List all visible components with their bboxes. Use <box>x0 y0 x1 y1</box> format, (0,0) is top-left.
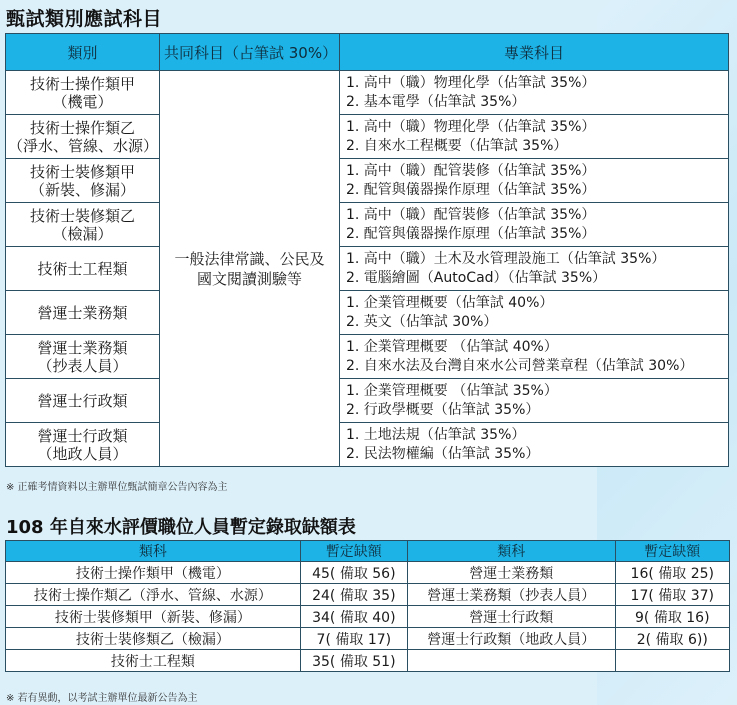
professional-subject-line: 1. 土地法規（佔筆試 35%） <box>346 426 526 443</box>
vacancy-left-cell: 35( 備取 51) <box>300 650 407 672</box>
vacancy-right-cell: 9( 備取 16) <box>615 606 729 628</box>
category-line: 營運士業務類 <box>37 303 128 322</box>
professional-subject-line: 2. 英文（佔筆試 30%） <box>346 313 498 330</box>
professional-subject-line: 2. 基本電學（佔筆試 35%） <box>346 93 526 110</box>
professional-subject-line: 2. 電腦繪圖（AutoCad）（佔筆試 35%） <box>346 269 607 286</box>
category-line: 技術士操作類乙 <box>29 118 135 137</box>
exam-subjects-note: ※ 正確考情資料以主辦單位甄試簡章公告內容為主 <box>6 482 228 493</box>
vacancy-table-title: 108 年自來水評價職位人員暫定錄取缺額表 <box>6 517 356 538</box>
professional-subjects-cell <box>340 71 729 115</box>
category-cell <box>6 291 160 335</box>
category-cell <box>6 423 160 467</box>
category-left-cell: 技術士裝修類甲（新裝、修漏） <box>6 606 301 628</box>
category-right-cell: 營運士業務類（抄表人員） <box>407 584 615 606</box>
professional-subject-line: 1. 企業管理概要 （佔筆試 35%） <box>346 382 558 399</box>
vacancy-right-cell <box>615 650 729 672</box>
table-row <box>6 423 729 467</box>
category-cell <box>6 115 160 159</box>
professional-subjects-cell <box>340 291 729 335</box>
category-cell <box>6 159 160 203</box>
category-line: 營運士業務類 <box>37 338 128 357</box>
table-row <box>6 628 730 650</box>
category-left-cell: 技術士操作類乙（淨水、管線、水源） <box>6 584 301 606</box>
category-left-cell: 技術士操作類甲（機電） <box>6 562 301 584</box>
table-row <box>6 115 729 159</box>
vacancy-left-cell: 45( 備取 56) <box>300 562 407 584</box>
professional-subjects-cell <box>340 203 729 247</box>
header-vacancy-right: 暫定缺額 <box>615 541 729 562</box>
category-right-cell: 營運士行政類 <box>407 606 615 628</box>
vacancy-left-cell: 34( 備取 40) <box>300 606 407 628</box>
category-cell <box>6 203 160 247</box>
professional-subjects-cell <box>340 247 729 291</box>
category-line: 技術士操作類甲 <box>29 74 135 93</box>
category-line: （抄表人員） <box>37 356 128 375</box>
common-subjects-line: 國文閱讀測驗等 <box>196 269 302 288</box>
professional-subject-line: 1. 高中（職）物理化學（佔筆試 35%） <box>346 118 596 135</box>
vacancy-right-cell: 16( 備取 25) <box>615 562 729 584</box>
category-line: 營運士行政類 <box>37 391 128 410</box>
category-line: 營運士行政類 <box>37 426 128 445</box>
vacancy-right-cell: 17( 備取 37) <box>615 584 729 606</box>
category-right-cell: 營運士業務類 <box>407 562 615 584</box>
category-line: 技術士裝修類乙 <box>29 206 135 225</box>
vacancy-left-cell: 24( 備取 35) <box>300 584 407 606</box>
professional-subjects-cell <box>340 335 729 379</box>
table-row <box>6 247 729 291</box>
table-row <box>6 584 730 606</box>
professional-subjects-cell <box>340 423 729 467</box>
professional-subject-line: 2. 配管與儀器操作原理（佔筆試 35%） <box>346 181 596 198</box>
table-row <box>6 379 729 423</box>
category-cell <box>6 71 160 115</box>
category-line: 技術士裝修類甲 <box>29 162 135 181</box>
common-subjects-line: 一般法律常識、公民及 <box>174 249 325 268</box>
professional-subjects-cell <box>340 159 729 203</box>
professional-subject-line: 1. 高中（職）土木及水管理設施工（佔筆試 35%） <box>346 250 666 267</box>
header-common-subjects: 共同科目（占筆試 30%） <box>160 34 340 71</box>
category-line: 技術士工程類 <box>37 259 128 278</box>
category-line: （機電） <box>52 92 113 111</box>
category-left-cell: 技術士裝修類乙（檢漏） <box>6 628 301 650</box>
table-header-row <box>6 34 729 71</box>
professional-subjects-cell <box>340 379 729 423</box>
vacancy-right-cell: 2( 備取 6)) <box>615 628 729 650</box>
table-row <box>6 650 730 672</box>
category-line: （淨水、管線、水源） <box>8 136 159 155</box>
category-line: （新裝、修漏） <box>29 180 135 199</box>
table-row <box>6 159 729 203</box>
category-cell <box>6 379 160 423</box>
table-row <box>6 335 729 379</box>
professional-subject-line: 2. 自來水法及台灣自來水公司營業章程（佔筆試 30%） <box>346 357 694 374</box>
category-line: （檢漏） <box>52 224 113 243</box>
category-cell <box>6 247 160 291</box>
header-professional-subjects: 專業科目 <box>340 34 729 71</box>
professional-subject-line: 1. 高中（職）配管裝修（佔筆試 35%） <box>346 162 596 179</box>
category-right-cell <box>407 650 615 672</box>
category-cell <box>6 335 160 379</box>
vacancy-table <box>5 540 730 672</box>
professional-subject-line: 2. 自來水工程概要（佔筆試 35%） <box>346 137 568 154</box>
table-row <box>6 71 729 115</box>
category-right-cell: 營運士行政類（地政人員） <box>407 628 615 650</box>
header-category-left: 類科 <box>6 541 301 562</box>
exam-subjects-title: 甄試類別應試科目 <box>6 8 163 30</box>
professional-subject-line: 1. 高中（職）物理化學（佔筆試 35%） <box>346 74 596 91</box>
professional-subject-line: 1. 企業管理概要（佔筆試 40%） <box>346 294 554 311</box>
professional-subject-line: 2. 民法物權編（佔筆試 35%） <box>346 445 540 462</box>
table-row <box>6 562 730 584</box>
header-vacancy-left: 暫定缺額 <box>300 541 407 562</box>
table-row <box>6 291 729 335</box>
header-category: 類別 <box>6 34 160 71</box>
professional-subject-line: 1. 企業管理概要 （佔筆試 40%） <box>346 338 558 355</box>
vacancy-left-cell: 7( 備取 17) <box>300 628 407 650</box>
table-row <box>6 606 730 628</box>
table-row <box>6 203 729 247</box>
professional-subject-line: 1. 高中（職）配管裝修（佔筆試 35%） <box>346 206 596 223</box>
professional-subjects-cell <box>340 115 729 159</box>
exam-subjects-table <box>5 33 729 467</box>
category-line: （地政人員） <box>37 444 128 463</box>
table-header-row <box>6 541 730 562</box>
vacancy-note: ※ 若有異動，以考試主辦單位最新公告為主 <box>6 693 198 704</box>
header-category-right: 類科 <box>407 541 615 562</box>
category-left-cell: 技術士工程類 <box>6 650 301 672</box>
common-subjects-cell <box>160 71 340 467</box>
professional-subject-line: 2. 行政學概要（佔筆試 35%） <box>346 401 540 418</box>
professional-subject-line: 2. 配管與儀器操作原理（佔筆試 35%） <box>346 225 596 242</box>
